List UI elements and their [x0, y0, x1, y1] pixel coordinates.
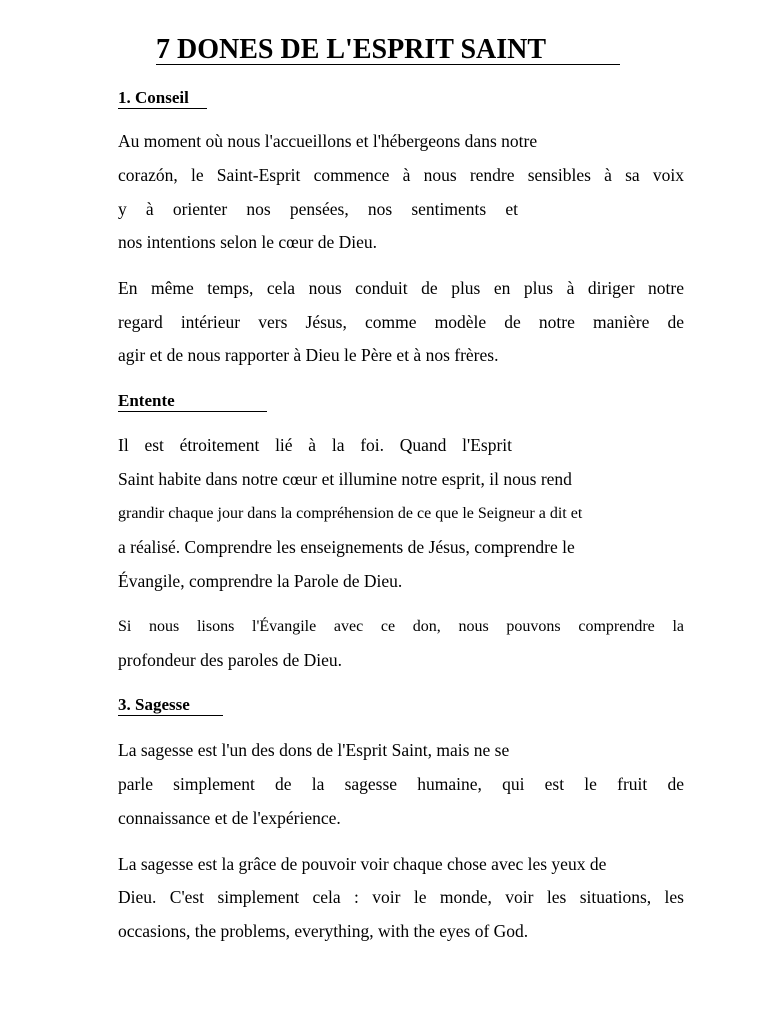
section-heading-conseil: 1. Conseil: [118, 88, 207, 109]
paragraph-line: regard intérieur vers Jésus, comme modèle de notre manière de: [118, 312, 684, 332]
paragraph-line: nos intentions selon le cœur de Dieu.: [118, 232, 378, 252]
paragraph-line: connaissance et de l'expérience.: [118, 808, 341, 828]
paragraph-line: Évangile, comprendre la Parole de Dieu.: [118, 571, 403, 591]
document-title: 7 DONES DE L'ESPRIT SAINT: [156, 32, 620, 65]
paragraph-line: grandir chaque jour dans la compréhension de ce que le Seigneur a dit et: [118, 505, 583, 522]
paragraph-line: occasions, the problems, everything, with the eyes of God.: [118, 921, 529, 941]
paragraph-line: profondeur des paroles de Dieu.: [118, 650, 343, 670]
paragraph-line: Saint habite dans notre cœur et illumine notre esprit, il nous rend: [118, 469, 572, 489]
paragraph-line: Dieu. C'est simplement cela : voir le monde, voir les situations, les: [118, 887, 684, 907]
paragraph-line: corazón, le Saint-Esprit commence à nous rendre sensibles à sa voix: [118, 165, 684, 185]
paragraph-line: Si nous lisons l'Évangile avec ce don, nous pouvons comprendre la: [118, 618, 684, 635]
section-heading-entente: Entente: [118, 391, 267, 412]
paragraph-line: Au moment où nous l'accueillons et l'hébergeons dans notre: [118, 131, 538, 151]
paragraph-line: a réalisé. Comprendre les enseignements de Jésus, comprendre le: [118, 537, 575, 557]
section-heading-sagesse: 3. Sagesse: [118, 695, 223, 716]
paragraph-line: Il est étroitement lié à la foi. Quand l'Esprit: [118, 435, 512, 455]
paragraph-line: agir et de nous rapporter à Dieu le Père et à nos frères.: [118, 345, 499, 365]
paragraph-line: y à orienter nos pensées, nos sentiments et: [118, 199, 518, 219]
paragraph-line: La sagesse est la grâce de pouvoir voir chaque chose avec les yeux de: [118, 854, 607, 874]
paragraph-line: En même temps, cela nous conduit de plus en plus à diriger notre: [118, 278, 684, 298]
paragraph-line: La sagesse est l'un des dons de l'Esprit Saint, mais ne se: [118, 740, 510, 760]
paragraph-line: parle simplement de la sagesse humaine, qui est le fruit de: [118, 774, 684, 794]
